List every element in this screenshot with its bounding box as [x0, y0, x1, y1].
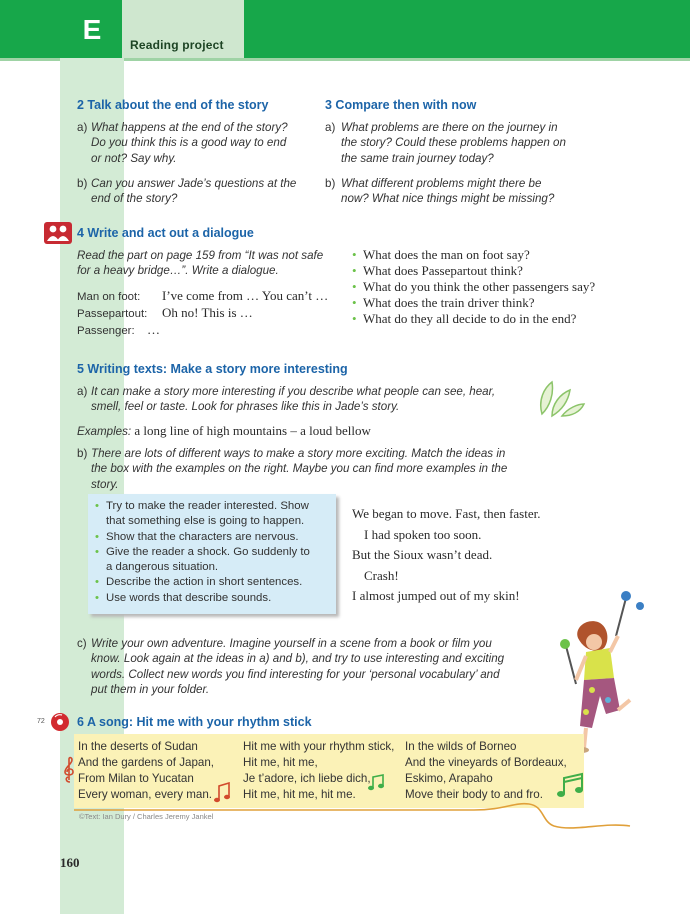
list-item: • Give the reader a shock. Go suddenly to a dangerous situation.	[95, 545, 333, 576]
list-item: • What do they all decide to do in the end?	[352, 311, 682, 327]
task-2b-text: Can you answer Jade’s questions at the end of the story?	[91, 177, 297, 206]
dialogue-starters	[77, 287, 328, 338]
example-line: I had spoken too soon.	[364, 527, 482, 542]
dialogue-line: Man on foot: I’ve come from … You can’t …	[77, 288, 329, 303]
task-5-title: 5 Writing texts: Make a story more interesting	[77, 362, 348, 376]
list-item: • What does the man on foot say?	[352, 247, 682, 263]
song-column-3: In the wilds of Borneo And the vineyards of Bordeaux, Eskimo, Arapaho Move their body to and fro.	[405, 740, 567, 801]
song-column-1: In the deserts of Sudan And the gardens of Japan, From Milan to Yucatan Every woman, every man.	[78, 740, 215, 801]
task-2b-label: b)	[77, 177, 88, 190]
list-item: • What does the train driver think?	[352, 295, 682, 311]
task-3a-label: a)	[325, 121, 336, 134]
ideas-list	[95, 499, 333, 606]
example-line: Crash!	[364, 568, 399, 583]
dialogue-line: Passepartout: Oh no! This is …	[77, 305, 253, 320]
task-5c-label: c)	[77, 637, 87, 650]
task-3b-label: b)	[325, 177, 336, 190]
leaves-icon	[536, 378, 586, 418]
page-number: 160	[60, 855, 80, 870]
music-notes-icon	[556, 770, 588, 800]
song-credit: ©Text: Ian Dury / Charles Jeremy Jankel	[79, 812, 214, 821]
task-3b-text: What different problems might there be now? What nice things might be missing?	[341, 177, 555, 206]
pair-work-icon	[44, 222, 72, 244]
section-letter: E	[82, 14, 102, 45]
task-6-title: 6 A song: Hit me with your rhythm stick	[77, 715, 312, 729]
task-2-title: 2 Talk about the end of the story	[77, 98, 269, 112]
list-item: • What does Passepartout think?	[352, 263, 682, 279]
task-5b-label: b)	[77, 447, 88, 460]
task-5-examples: Examples: a long line of high mountains – a loud bellow	[77, 423, 371, 438]
list-item: • Try to make the reader interested. Show that something else is going to happen.	[95, 499, 333, 530]
music-note-icon	[368, 774, 388, 792]
list-item: • Show that the characters are nervous.	[95, 530, 333, 545]
task-4-intro: Read the part on page 159 from “It was not safe for a heavy bridge…”. Write a dialogue.	[77, 249, 324, 278]
example-line: We began to move. Fast, then faster.	[352, 506, 541, 521]
dancing-girl-illustration	[556, 588, 646, 758]
treble-clef-icon	[62, 756, 76, 784]
dialogue-line: Passenger: …	[77, 322, 160, 337]
song-column-2: Hit me with your rhythm stick, Hit me, hit me, Je t’adore, ich liebe dich, Hit me, hit me, hit me.	[243, 740, 395, 801]
list-item: • Describe the action in short sentences.	[95, 575, 333, 590]
list-item: • Use words that describe sounds.	[95, 591, 333, 606]
task-4-questions	[352, 247, 682, 327]
example-line: I almost jumped out of my skin!	[352, 588, 520, 603]
task-5c-text: Write your own adventure. Imagine yourself in a scene from a book or film you know. Look again at the ideas in a) and b), and try to use interesting and exciting words. Collect new words you find interesting for your ‘personal vocabulary’ and put them in your folder.	[91, 637, 505, 696]
task-4-title: 4 Write and act out a dialogue	[77, 226, 254, 240]
task-5b-text: There are lots of different ways to make a story more exciting. Match the ideas in the box with the examples on the right. Maybe you can find more examples in the story.	[91, 447, 508, 491]
track-number: 72	[37, 718, 45, 725]
task-5a-text: It can make a story more interesting if you describe what people can see, hear, smell, feel or taste. Look for phrases like this in Jade’s story.	[91, 385, 496, 414]
task-2a-text: What happens at the end of the story? Do you think this is a good way to end or not? Say why.	[91, 121, 288, 165]
task-3a-text: What problems are there on the journey in the story? Could these problems happen on the same train journey today?	[341, 121, 566, 165]
audio-cd-icon[interactable]	[50, 712, 70, 732]
task-3-title: 3 Compare then with now	[325, 98, 477, 112]
task-2a-label: a)	[77, 121, 88, 134]
example-line: But the Sioux wasn’t dead.	[352, 547, 493, 562]
list-item: • What do you think the other passengers say?	[352, 279, 682, 295]
task-5a-label: a)	[77, 385, 88, 398]
section-title: Reading project	[130, 38, 224, 52]
